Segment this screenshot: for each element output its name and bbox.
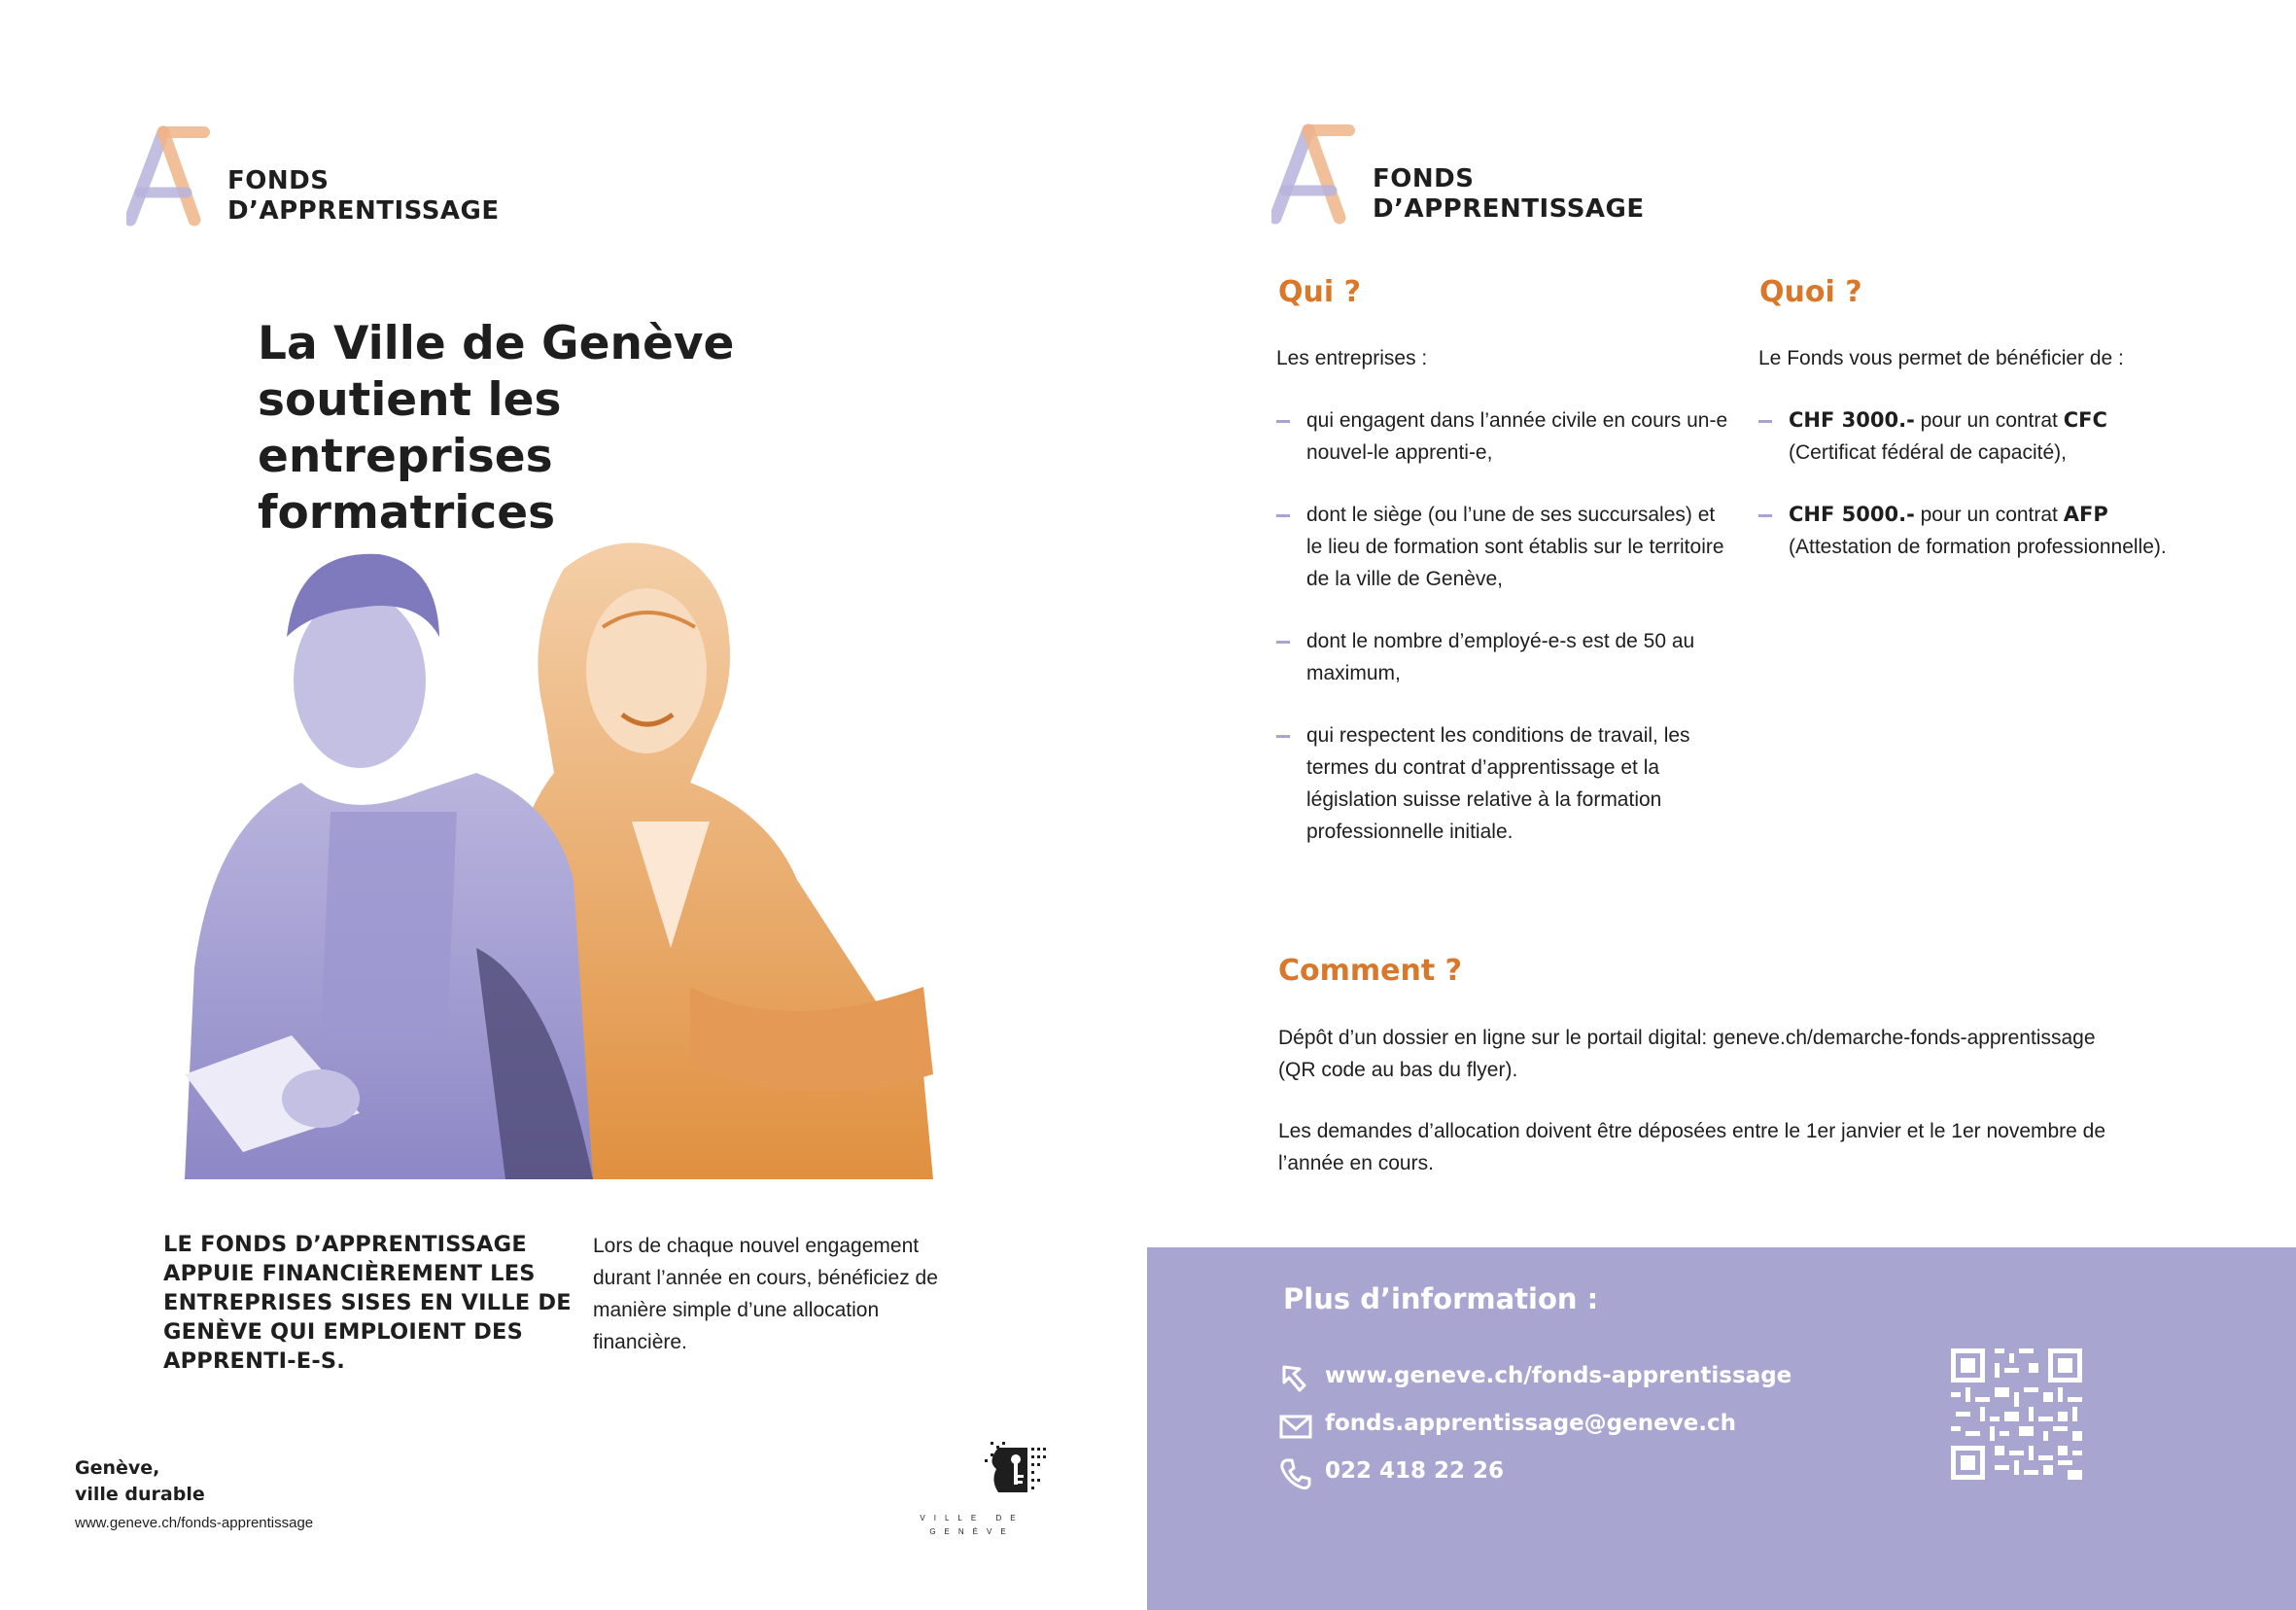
page-headline: La Ville de Genève soutient les entreprises formatrices [258,317,735,540]
footer-url[interactable]: www.geneve.ch/fonds-apprentissage [75,1515,314,1531]
section-title-comment: Comment ? [1278,954,1463,988]
website-link[interactable]: www.geneve.ch/fonds-apprentissage [1325,1363,1792,1388]
list-item: CHF 5000.- pour un contrat AFP (Attestation de formation professionnelle). [1758,499,2264,563]
comment-paragraph-1: Dépôt d’un dossier en ligne sur le portail digital: geneve.ch/demarche-fonds-apprentissage (QR code au bas du flyer). [1278,1027,2096,1081]
ville-de-geneve-logo [909,1434,1089,1551]
amount: CHF 3000.- [1789,408,1915,432]
brand-name: FONDS D’APPRENTISSAGE [227,166,500,226]
intro-paragraph: Lors de chaque nouvel engagement durant l’année en cours, bénéficiez de manière simple d’une allocation financière. [593,1235,938,1353]
list-item: qui engagent dans l’année civile en cours un-e nouvel-le apprenti-e, [1276,404,1733,469]
info-panel [1147,1247,2296,1610]
contract-type: CFC [2063,408,2107,432]
durability-tagline: Genève, ville durable [75,1457,205,1505]
phone-number[interactable]: 022 418 22 26 [1325,1458,1505,1484]
brand-logo-right [1271,122,1660,229]
section-title-qui: Qui ? [1278,275,1361,309]
section-title-quoi: Quoi ? [1759,275,1862,309]
ville-label-1: VILLE DE [920,1514,1025,1522]
duotone-photo [185,530,943,1179]
lead-statement: LE FONDS D’APPRENTISSAGE APPUIE FINANCIÈREMENT LES ENTREPRISES SISES EN VILLE DE GENÈVE QUI EMPLOIENT DES APPRENTI-E-S. [163,1232,572,1374]
email-link[interactable]: fonds.apprentissage@geneve.ch [1325,1411,1737,1436]
qui-intro: Les entreprises : [1276,347,1428,369]
quoi-list [1758,404,2264,593]
ville-label-2: GENÈVE [929,1527,1015,1536]
envelope-icon [1278,1409,1313,1444]
comment-paragraph-2: Les demandes d’allocation doivent être déposées entre le 1er janvier et le 1er novembre de l’année en cours. [1278,1120,2106,1174]
list-item: dont le siège (ou l’une de ses succursales) et le lieu de formation sont établis sur le territoire de la ville de Genève, [1276,499,1733,595]
list-item: CHF 3000.- pour un contrat CFC (Certificat fédéral de capacité), [1758,404,2264,469]
brand-logo [126,124,515,231]
phone-icon [1278,1456,1313,1491]
quoi-intro: Le Fonds vous permet de bénéficier de : [1758,347,2124,369]
contract-type: AFP [2063,503,2108,526]
amount: CHF 5000.- [1789,503,1915,526]
af-monogram-icon [1271,122,1369,225]
geneva-coat-of-arms-icon [909,1434,1089,1512]
info-title: Plus d’information : [1283,1282,1599,1315]
qr-code[interactable] [1951,1348,2082,1480]
list-item: dont le nombre d’employé-e-s est de 50 au maximum, [1276,625,1733,689]
cursor-arrow-icon [1278,1361,1313,1396]
qui-list [1276,404,1733,878]
af-monogram-icon [126,124,224,227]
brand-name: FONDS D’APPRENTISSAGE [1373,164,1645,224]
list-item: qui respectent les conditions de travail, les termes du contrat d’apprentissage et la législation suisse relative à la formation professionnelle initiale. [1276,719,1733,848]
